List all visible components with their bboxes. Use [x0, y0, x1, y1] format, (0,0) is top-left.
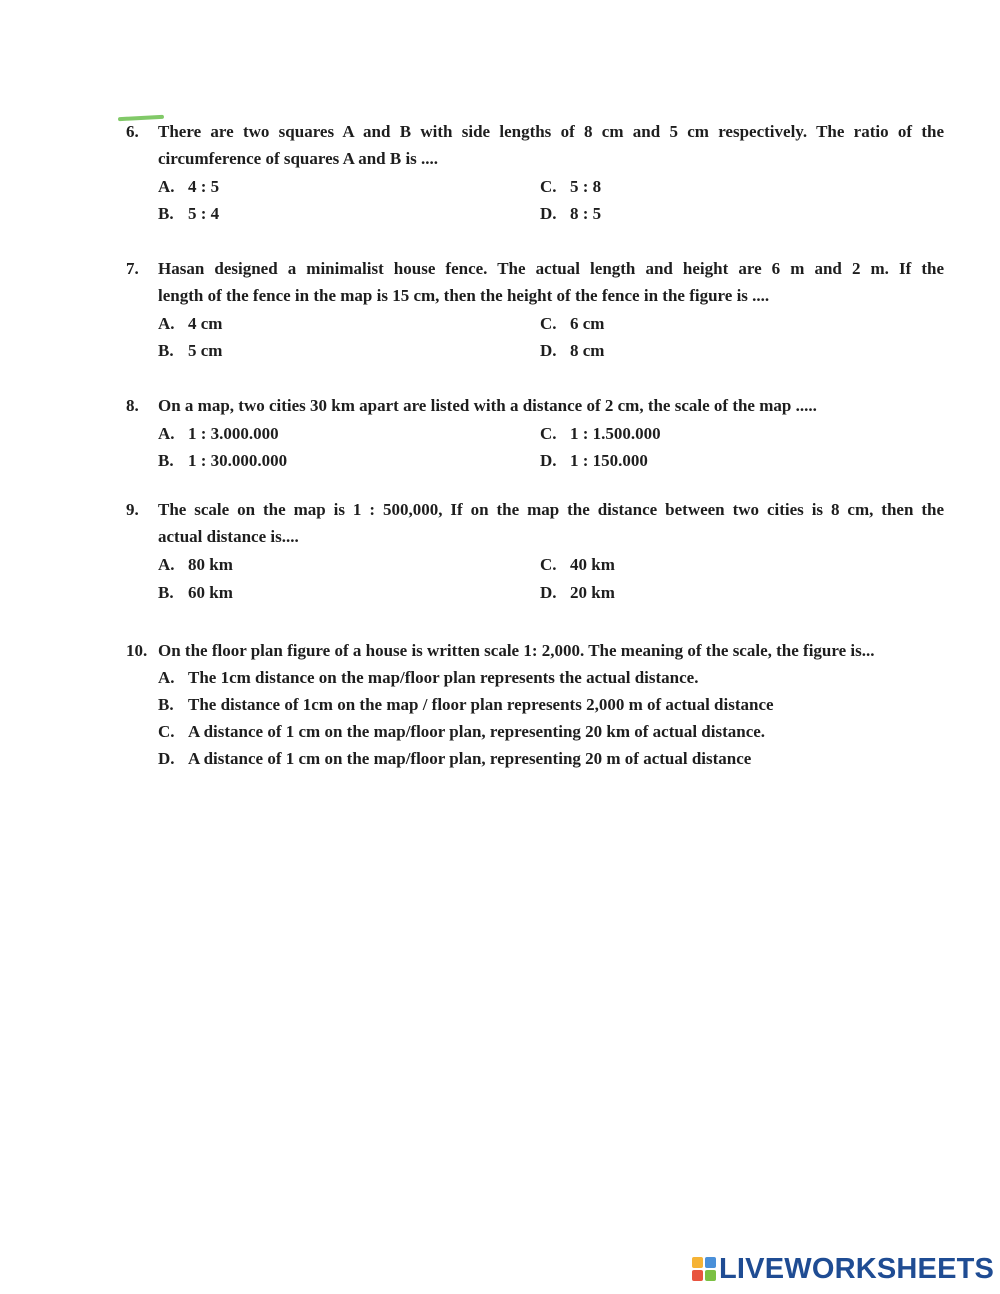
- question-text: On the floor plan figure of a house is written scale 1: 2,000. The meaning of the scale, the figure is...: [158, 641, 875, 660]
- question-number: 8.: [126, 396, 139, 415]
- question-6: [126, 118, 946, 172]
- option-6b[interactable]: B. 5 : 4: [158, 204, 220, 223]
- question-number: 9.: [126, 500, 139, 519]
- option-10b[interactable]: B. The distance of 1cm on the map / floor plan represents 2,000 m of actual distance: [158, 695, 774, 714]
- option-6d[interactable]: D. 8 : 5: [540, 204, 602, 223]
- option-8c[interactable]: C. 1 : 1.500.000: [540, 424, 661, 443]
- option-9b[interactable]: B. 60 km: [158, 583, 233, 602]
- option-9c[interactable]: C. 40 km: [540, 555, 615, 574]
- question-number: 7.: [126, 259, 139, 278]
- question-text: On a map, two cities 30 km apart are listed with a distance of 2 cm, the scale of the map .....: [158, 396, 817, 415]
- option-8a[interactable]: A. 1 : 3.000.000: [158, 424, 279, 443]
- option-6a[interactable]: A. 4 : 5: [158, 177, 220, 196]
- option-8d[interactable]: D. 1 : 150.000: [540, 451, 648, 470]
- question-number: 6.: [126, 122, 139, 141]
- question-text: circumference of squares A and B is ....: [158, 149, 439, 168]
- option-9a[interactable]: A. 80 km: [158, 555, 233, 574]
- option-6c[interactable]: C. 5 : 8: [540, 177, 602, 196]
- option-8b[interactable]: B. 1 : 30.000.000: [158, 451, 288, 470]
- question-text: There are two squares A and B with side lengths of 8 cm and 5 cm respectively. The ratio of the: [158, 122, 944, 141]
- question-9: [126, 496, 946, 550]
- option-7c[interactable]: C. 6 cm: [540, 314, 605, 333]
- option-9d[interactable]: D. 20 km: [540, 583, 615, 602]
- option-10d[interactable]: D. A distance of 1 cm on the map/floor plan, representing 20 m of actual distance: [158, 749, 752, 768]
- liveworksheets-logo[interactable]: [692, 1252, 994, 1286]
- question-text: Hasan designed a minimalist house fence. The actual length and height are 6 m and 2 m. If the: [158, 259, 944, 278]
- question-10: [126, 637, 946, 664]
- question-text: actual distance is....: [158, 527, 299, 546]
- question-text: The scale on the map is 1 : 500,000, If on the map the distance between two cities is 8 cm, then the: [158, 500, 944, 519]
- liveworksheets-icon: [692, 1257, 716, 1281]
- question-8: [126, 392, 946, 419]
- question-7: [126, 255, 946, 309]
- logo-text: LIVEWORKSHEETS: [719, 1252, 995, 1285]
- option-10a[interactable]: A. The 1cm distance on the map/floor plan represents the actual distance.: [158, 668, 699, 687]
- option-7a[interactable]: A. 4 cm: [158, 314, 223, 333]
- question-number: 10.: [126, 641, 148, 660]
- option-7b[interactable]: B. 5 cm: [158, 341, 223, 360]
- option-10c[interactable]: C. A distance of 1 cm on the map/floor plan, representing 20 km of actual distance.: [158, 722, 766, 741]
- option-7d[interactable]: D. 8 cm: [540, 341, 605, 360]
- question-text: length of the fence in the map is 15 cm, then the height of the fence in the figure is ....: [158, 286, 770, 305]
